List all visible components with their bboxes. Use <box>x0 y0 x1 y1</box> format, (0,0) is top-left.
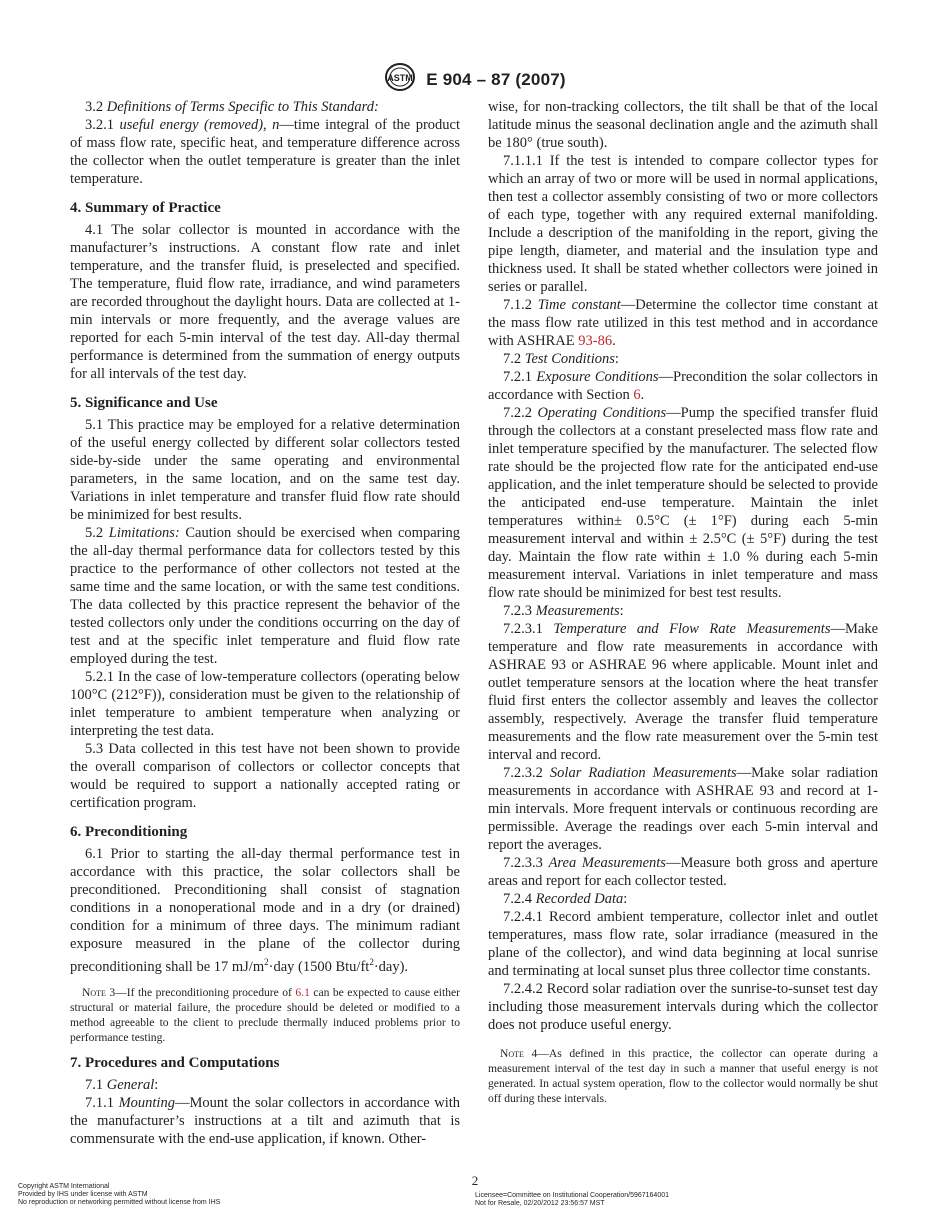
section-7-2-4-1: 7.2.4.1 Record ambient temperature, collector inlet and outlet temperatures, mass flow rate, solar irradiance (measured in the plane of the collector), and wind data beginning at local sunrise and terminating at local sunset plus three collector time constants. <box>488 909 878 979</box>
left-column <box>70 98 460 1148</box>
section-3-2-1: 3.2.1 useful energy (removed), n—time integral of the product of mass flow rate, specific heat, and temperature difference across the collector when the outlet temperature is greater than the inlet temperature. <box>70 117 460 187</box>
section-4-1: 4.1 The solar collector is mounted in accordance with the manufacturer’s instructions. A constant flow rate and inlet temperature, and the transfer fluid, is preselected and specified. The temperature, fluid flow rate, irradiance, and wind parameters are recorded throughout the daylight hours. Data are collected at 1-min intervals or more frequently, and the average values are reported for each 5-min interval of the test day. All-day thermal performance is determined from the summation of energy outputs for all intervals of the test day. <box>70 222 460 382</box>
section-7-1-2: 7.1.2 Time constant—Determine the collector time constant at the mass flow rate utilized in this test method and in accordance with ASHRAE 93-86. <box>488 297 879 349</box>
page-number: 2 <box>471 1173 479 1188</box>
section-5-1: 5.1 This practice may be employed for a relative determination of the useful energy collected by different solar collectors tested side-by-side under the same operating and environmental parameters, in the same location, and on the same test day. Variations in inlet temperature and transfer fluid flow rate should be minimized for best results. <box>70 417 460 523</box>
section-7-1-1: 7.1.1 Mounting—Mount the solar collectors in accordance with the manufacturer’s instructions at a tilt and azimuth that is commensurate with the end-use application, if known. Other- <box>70 1094 461 1147</box>
section-7-2-4: 7.2.4 Recorded Data: <box>503 891 628 907</box>
footer-line: No reproduction or networking permitted without license from IHS <box>18 1199 221 1206</box>
heading-significance-and-use: 5. Significance and Use <box>70 395 218 411</box>
footer-line: Licensee=Committee on Institutional Cooperation/5967164001 <box>475 1192 669 1199</box>
section-7-2-2: 7.2.2 Operating Conditions—Pump the specified transfer fluid through the collectors at a constant preselected mass flow rate and inlet temperature specified by the manufacturer. The selected flow rate should be the projected flow rate for the anticipated end-use application, and the inlet temperature should be selected to provide the anticipated end-use temperature. Maintain the inlet temperatures within± 0.5°C (± 1°F) during each 5-min measurement interval and within ± 2.5°C (± 5°F) during the test day. Maintain the flow rate within ± 1.0 % during each 5-min measurement interval. Variations in inlet temperature and mass flow rate should be minimized for best test results. <box>488 405 878 601</box>
section-7-2: 7.2 Test Conditions: <box>503 351 619 367</box>
svg-text:ASTM: ASTM <box>387 73 413 83</box>
heading-summary-of-practice: 4. Summary of Practice <box>70 200 221 216</box>
link-ashrae-93-86[interactable]: 93-86 <box>578 333 613 349</box>
section-6-1: 6.1 Prior to starting the all-day thermal performance test in accordance with this practice, the solar collectors shall be preconditioned. Preconditioning shall consist of stagnation conditions in a nonoperational mode and in a dry (or drained) condition for a minimum of three days. The minimum radiant exposure measured in the plane of the collector during preconditioning shall be 17 $mJ/m^2\cdot day$ (1500 Btu/$ft^2\cdot day$). <box>70 846 460 975</box>
section-5-3: 5.3 Data collected in this test have not been shown to provide the overall comparison of collectors or collector concepts that would be required to support a nationally accepted rating or certification program. <box>70 741 460 811</box>
page-header <box>0 62 950 97</box>
heading-procedures-and-computations: 7. Procedures and Computations <box>70 1054 280 1071</box>
section-7-2-3: 7.2.3 Measurements: <box>503 603 624 619</box>
section-7-2-3-3: 7.2.3.3 Area Measurements—Measure both gross and aperture areas and report for each collector tested. <box>488 855 878 889</box>
footer-line: Provided by IHS under license with ASTM <box>18 1191 148 1198</box>
note-3: Note 3—If the preconditioning procedure of 6.1 can be expected to cause either structural or material failure, the procedure should be deleted or modified to a method agreeable to the client to preclude thermally induced problems prior to performance testing. <box>70 985 460 1044</box>
heading-preconditioning: 6. Preconditioning <box>70 824 188 840</box>
section-7-1-1-1: 7.1.1.1 If the test is intended to compare collector types for which an array of two or more will be used in normal applications, then test a collector assembly consisting of two or more collectors of each type, together with any required external manifolding. Include a description of the manifolding in the report, giving the pipe length, diameter, and material and the insulation type and thickness used. It shall be stated whether collectors were joined in series or parallel. <box>488 153 878 295</box>
astm-logo-icon <box>384 62 416 97</box>
link-section-6[interactable]: 6 <box>633 387 641 403</box>
section-7-2-3-1: 7.2.3.1 Temperature and Flow Rate Measurements—Make temperature and flow rate measurements in accordance with ASHRAE 93 or ASHRAE 96 where applicable. Mount inlet and outlet temperature sensors at the location where the heat transfer fluid first enters the collector assembly and leaves the collector assembly, respectively. Average the transfer fluid temperature measurements and the flow rate measurement over the 5-min test interval and record. <box>488 621 878 763</box>
section-5-2: 5.2 Limitations: Caution should be exercised when comparing the all-day thermal performance data for collectors tested by this practice to the performance of other collectors not tested at the same time and the same location, or with the same test conditions. The data collected by this practice represent the behavior of the tested collectors only under the conditions occurring on the day of test and at the specific inlet temperature and fluid flow rate employed during the test. <box>70 525 461 667</box>
section-5-2-1: 5.2.1 In the case of low-temperature collectors (operating below 100°C (212°F)), consideration must be given to the relationship of inlet temperature to ambient temperature when analyzing or interpreting the test data. <box>70 669 460 739</box>
section-3-2: 3.2 Definitions of Terms Specific to This Standard: <box>85 99 379 115</box>
right-column <box>488 98 878 1115</box>
section-7-1-1-continued: wise, for non-tracking collectors, the tilt shall be that of the local latitude minus the seasonal declination angle and the azimuth shall be 180° (true south). <box>488 99 878 151</box>
footer-left <box>18 1183 220 1207</box>
footer-line: Not for Resale, 02/20/2012 23:56:57 MST <box>475 1200 605 1207</box>
section-7-2-1: 7.2.1 Exposure Conditions—Precondition the solar collectors in accordance with Section 6. <box>488 369 878 403</box>
document-designation: E 904 – 87 (2007) <box>426 69 566 89</box>
link-6-1[interactable]: 6.1 <box>295 985 310 999</box>
note-4: Note 4—As defined in this practice, the collector can operate during a measurement interval of the test day in such a manner that useful energy is not generated. In actual system operation, flow to the collector would normally be shut off during these intervals. <box>488 1047 878 1105</box>
footer-right <box>475 1192 669 1208</box>
section-7-2-4-2: 7.2.4.2 Record solar radiation over the sunrise-to-sunset test day including those measurement intervals during which the collector does not produce useful energy. <box>488 981 878 1033</box>
section-7-2-3-2: 7.2.3.2 Solar Radiation Measurements—Make solar radiation measurements in accordance with ASHRAE 93 and record at 1-min intervals. More frequent intervals or continuous recording are permissible. Average the readings over each 5-min interval and report the averages. <box>488 765 878 853</box>
section-7-1: 7.1 General: <box>85 1076 159 1093</box>
footer-line: Copyright ASTM International <box>18 1183 110 1190</box>
